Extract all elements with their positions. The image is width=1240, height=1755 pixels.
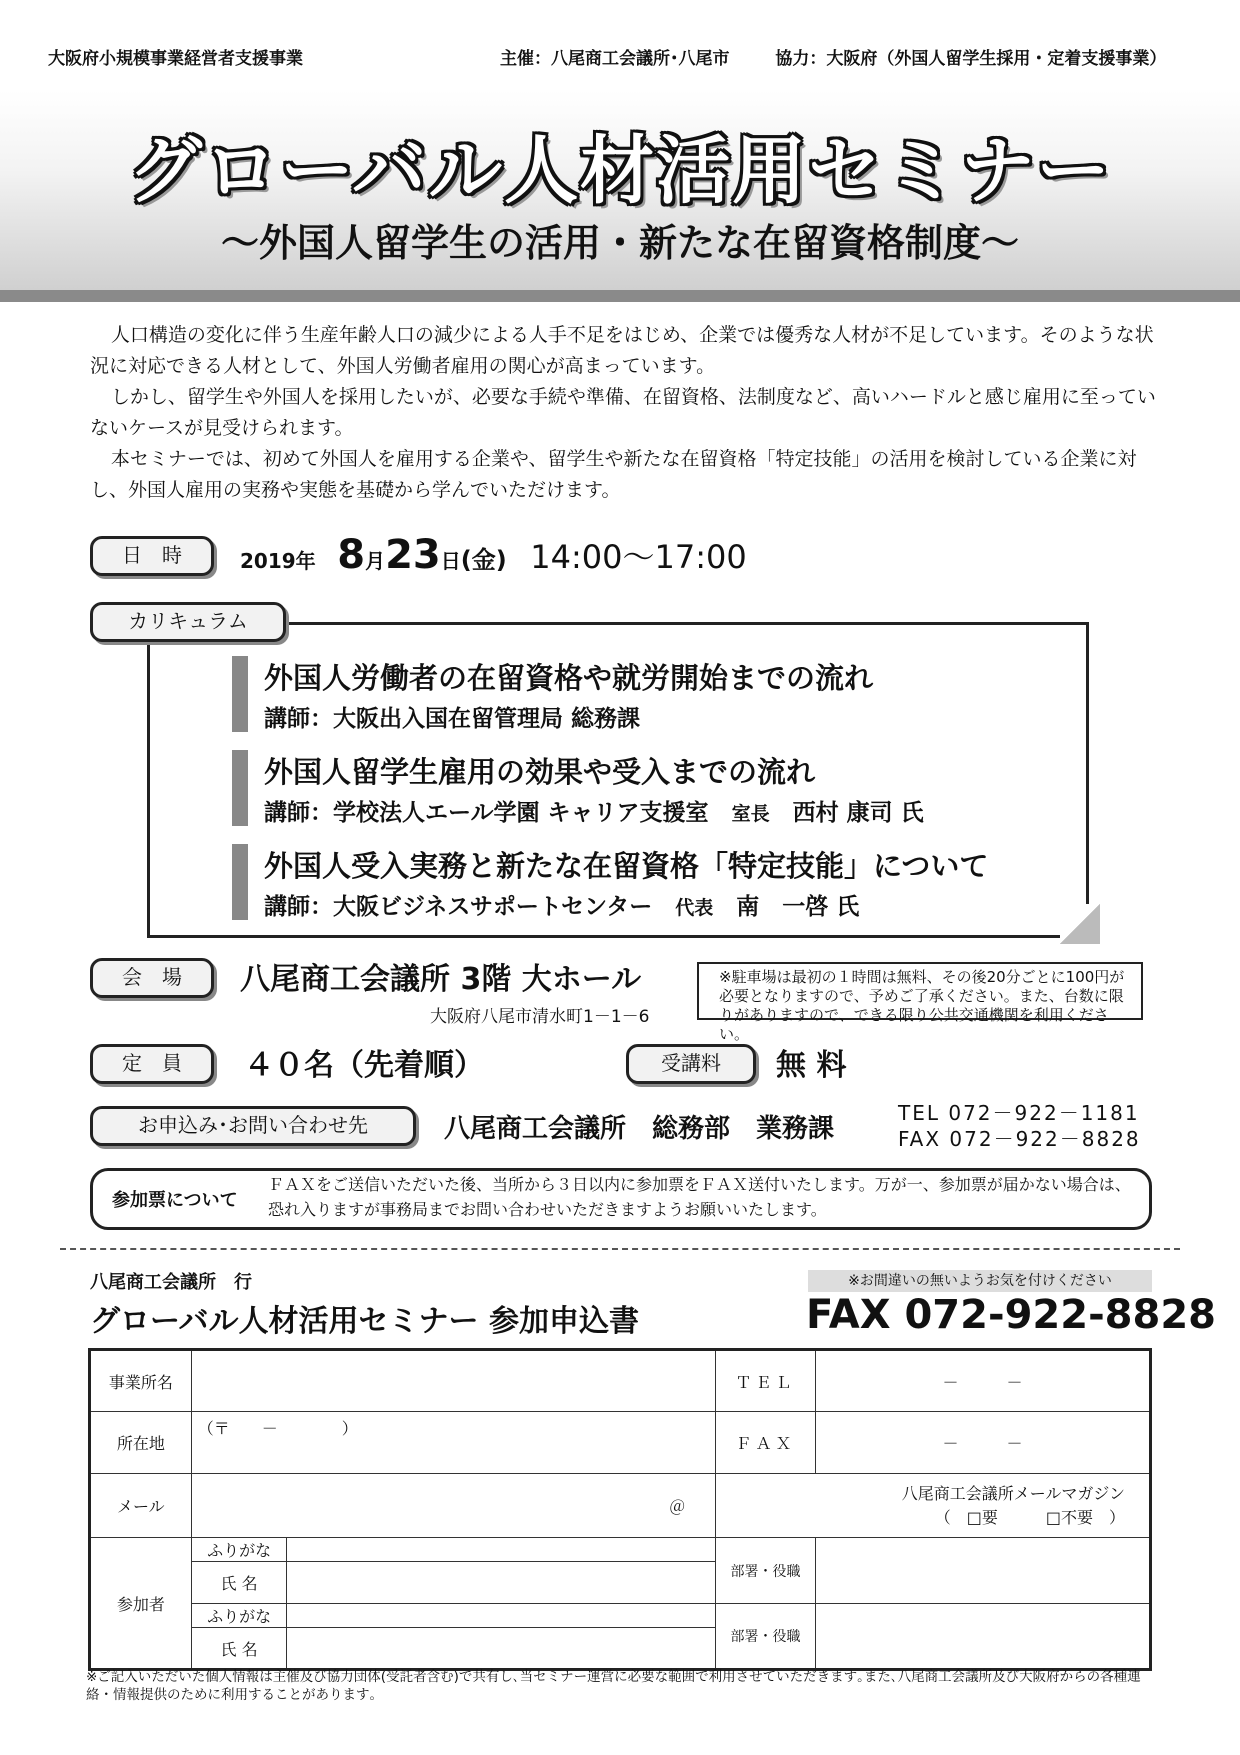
application-form: [88, 1348, 1152, 1671]
venue-address: 大阪府八尾市清水町1－1－6: [430, 1007, 650, 1027]
curriculum-title: 外国人受入実務と新たな在留資格「特定技能」について: [264, 849, 989, 883]
lecturer-name: 南 一啓 氏: [736, 894, 860, 920]
contact-tel: TEL 072－922－1181: [898, 1101, 1140, 1125]
curriculum-bar: [232, 656, 248, 732]
page-subtitle: ～外国人留学生の活用・新たな在留資格制度～: [220, 221, 1019, 265]
event-month-unit: 月: [365, 549, 386, 573]
intro-paragraph: 本セミナーでは、初めて外国人を雇用する企業や、留学生や新たな在留資格「特定技能」の活用を検討している企業に対し、外国人雇用の実務や実態を基礎から学んでいただけます。: [90, 448, 1137, 501]
dept-input[interactable]: [815, 1604, 1150, 1670]
curriculum-label: カリキュラム: [90, 602, 286, 642]
page-curl-decoration: [1060, 904, 1100, 944]
datetime-value: [240, 532, 747, 578]
lecturer-org: 講師：学校法人エール学園 キャリア支援室: [264, 800, 709, 826]
form-recipient: 八尾商工会議所 行: [90, 1272, 252, 1293]
dept-input[interactable]: [815, 1538, 1150, 1604]
event-month: 8: [337, 532, 366, 578]
contact-label: お申込み･お問い合わせ先: [90, 1106, 416, 1146]
name-label: 氏 名: [191, 1562, 287, 1604]
form-caution: ※お間違いの無いようお気を付けください: [808, 1270, 1152, 1292]
furigana-label: ふりがな: [191, 1604, 287, 1628]
privacy-note: ※ご記入いただいた個人情報は主催及び協力団体(受託者含む)で共有し､当セミナー運営に必要な範囲で利用させていただきます｡また､八尾商工会議所及び大阪府からの各種連絡・情報提供のために利用することがあります｡: [86, 1669, 1141, 1703]
lecturer-role: 代表: [675, 897, 714, 919]
cooperation: 協力：大阪府（外国人留学生採用・定着支援事業）: [775, 49, 1167, 69]
form-fax-label: FAX: [806, 1292, 891, 1338]
form-title: グローバル人材活用セミナー 参加申込書: [90, 1304, 639, 1339]
participant-label: 参加者: [90, 1538, 192, 1670]
curriculum-lecturer: [264, 794, 924, 827]
mail-label: メール: [90, 1474, 192, 1538]
mail-input[interactable]: ＠: [191, 1474, 716, 1538]
venue-label: 会 場: [90, 958, 214, 998]
tel-label: ＴＥＬ: [716, 1350, 816, 1412]
curriculum-bar: [232, 844, 248, 920]
lecturer-role: 室長: [731, 803, 770, 825]
contact-fax: FAX 072－922－8828: [898, 1127, 1141, 1151]
curriculum-title: 外国人労働者の在留資格や就労開始までの流れ: [264, 661, 874, 695]
event-year: 2019年: [240, 549, 316, 573]
parking-note: ※駐車場は最初の１時間は無料、その後20分ごとに100円が必要となりますので、予めご了承ください。また、台数に限りがありますので、できる限り公共交通機関を利用ください。: [697, 962, 1143, 1020]
mail-magazine: [716, 1474, 1151, 1538]
datetime-label: 日 時: [90, 536, 214, 576]
organizer-info: [500, 44, 1206, 69]
company-label: 事業所名: [90, 1350, 192, 1412]
curriculum-lecturer: [264, 700, 640, 733]
intro-paragraph: しかし、留学生や外国人を採用したいが、必要な手続や準備、在留資格、法制度など、高いハードルと感じ雇用に至っていないケースが見受けられます。: [90, 386, 1156, 439]
program-name: 大阪府小規模事業経営者支援事業: [48, 49, 303, 69]
form-fax-number: 072-922-8828: [904, 1292, 1216, 1338]
curriculum-bar: [232, 750, 248, 826]
capacity-label: 定 員: [90, 1044, 214, 1084]
cut-line: [60, 1248, 1180, 1250]
banner-divider: [0, 290, 1240, 302]
magazine-label: 八尾商工会議所メールマガジン: [901, 1483, 1125, 1503]
curriculum-lecturer: [264, 888, 859, 921]
fax-label: ＦＡＸ: [716, 1412, 816, 1474]
lecturer-org: 講師：大阪出入国在留管理局 総務課: [264, 706, 641, 732]
furigana-label: ふりがな: [191, 1538, 287, 1562]
page-title: グローバル人材活用セミナー: [127, 128, 1113, 214]
dept-label: 部署・役職: [716, 1604, 816, 1670]
ticket-text: ＦＡＸをご送信いただいた後、当所から３日以内に参加票をＦＡＸ送付いたします。万が一、参加票が届かない場合は、恐れ入りますが事務局までお問い合わせいただきますようお願いいたします。: [268, 1175, 1131, 1219]
tel-input[interactable]: － －: [815, 1350, 1150, 1412]
capacity-value: ４０名（先着順）: [244, 1048, 484, 1083]
event-weekday: (金): [460, 546, 507, 574]
magazine-options[interactable]: （ □要 □不要 ）: [934, 1507, 1125, 1527]
name-input[interactable]: [287, 1628, 716, 1670]
intro-text: [90, 320, 1165, 506]
venue-name: 八尾商工会議所 3階 大ホール: [240, 962, 642, 997]
event-day-unit: 日: [440, 549, 461, 573]
name-input[interactable]: [287, 1562, 716, 1604]
contact-org: 八尾商工会議所 総務部 業務課: [444, 1114, 835, 1144]
event-day: 23: [385, 532, 441, 578]
fax-input[interactable]: － －: [815, 1412, 1150, 1474]
event-time: 14:00～17:00: [530, 538, 747, 576]
ticket-label: 参加票について: [112, 1190, 238, 1211]
lecturer-name: 西村 康司 氏: [792, 800, 924, 826]
curriculum-title: 外国人留学生雇用の効果や受入までの流れ: [264, 755, 816, 789]
lecturer-org: 講師：大阪ビジネスサポートセンター: [264, 894, 653, 920]
fee-value: 無 料: [776, 1048, 847, 1083]
fee-label: 受講料: [626, 1044, 756, 1084]
furigana-input[interactable]: [287, 1538, 716, 1562]
address-label: 所在地: [90, 1412, 192, 1474]
address-input[interactable]: （〒 － ）: [191, 1412, 716, 1474]
dept-label: 部署・役職: [716, 1538, 816, 1604]
furigana-input[interactable]: [287, 1604, 716, 1628]
name-label: 氏 名: [191, 1628, 287, 1670]
form-fax: [806, 1292, 1216, 1338]
organizer: 主催：八尾商工会議所･八尾市: [500, 49, 730, 69]
contact-numbers: [898, 1100, 1141, 1152]
intro-paragraph: 人口構造の変化に伴う生産年齢人口の減少による人手不足をはじめ、企業では優秀な人材が不足しています。そのような状況に対応できる人材として、外国人労働者雇用の関心が高まっています。: [90, 324, 1154, 377]
company-input[interactable]: [191, 1350, 716, 1412]
